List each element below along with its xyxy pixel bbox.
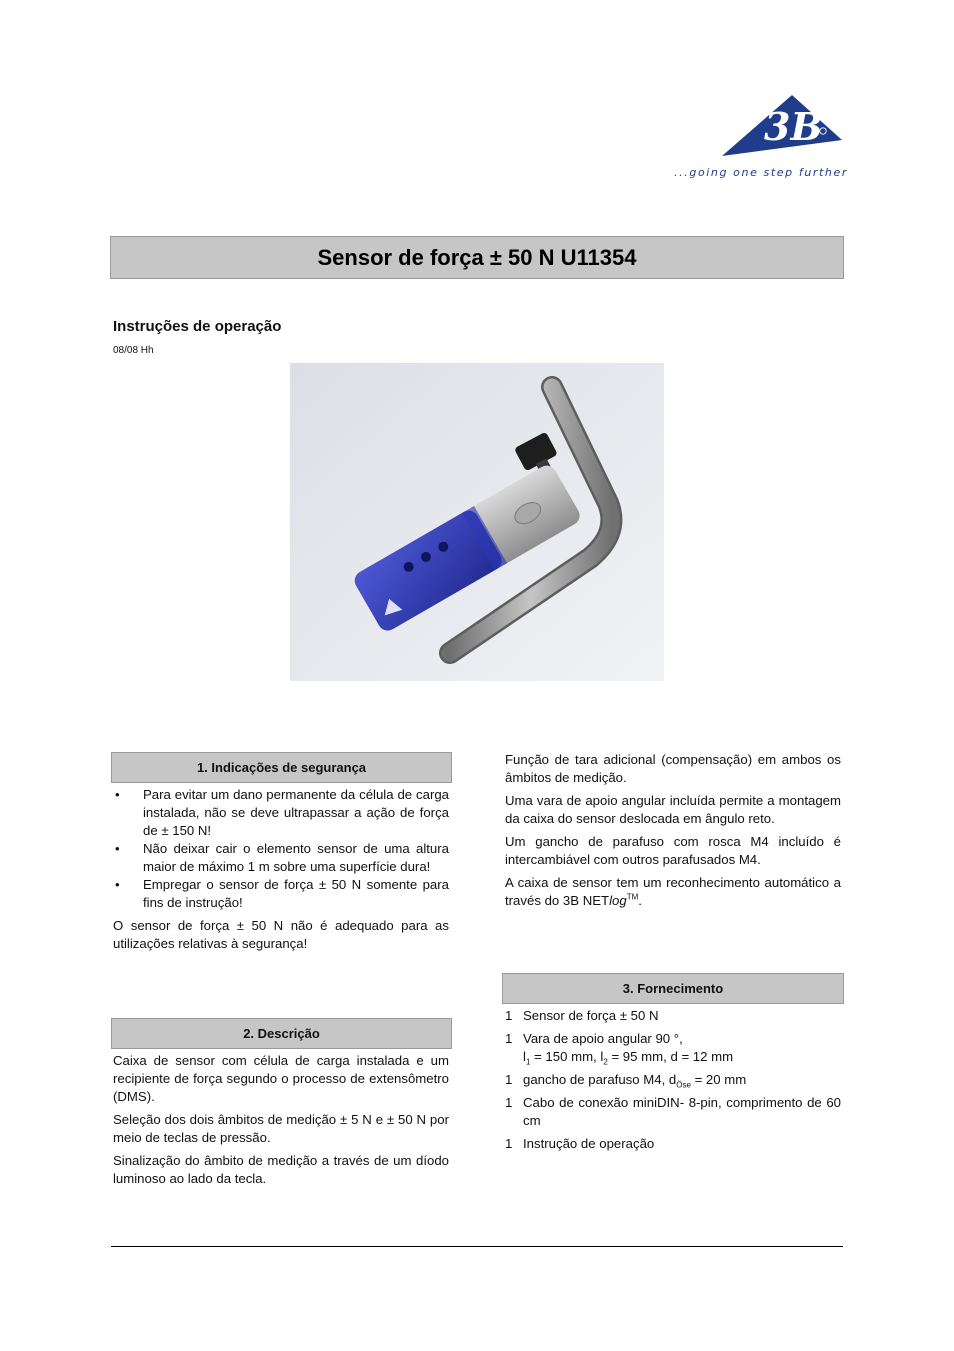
description-content xyxy=(113,1052,449,1193)
description-continued xyxy=(505,751,841,915)
list-item: • Empregar o sensor de força ± 50 N somente para fins de instrução! xyxy=(115,877,449,910)
bullet-icon: • xyxy=(115,877,120,892)
bullet-icon: • xyxy=(115,787,120,802)
section-heading-supply: 3. Fornecimento xyxy=(502,973,844,1004)
section-heading-description: 2. Descrição xyxy=(111,1018,452,1049)
subtitle: Instruções de operação xyxy=(113,318,282,335)
list-item: 1 Cabo de conexão miniDIN- 8-pin, comprimento de 60 cm xyxy=(505,1095,841,1128)
supply-list xyxy=(505,1007,841,1158)
description-paragraph: Caixa de sensor com célula de carga instalada e um recipiente de força segundo o processo de extensômetro (DMS). xyxy=(113,1053,449,1104)
list-item: 1 Sensor de força ± 50 N xyxy=(505,1008,659,1023)
title-bar xyxy=(110,236,844,279)
brand-tagline: ...going one step further xyxy=(674,166,848,179)
description-paragraph: Seleção dos dois âmbitos de medição ± 5 N e ± 50 N por meio de teclas de pressão. xyxy=(113,1112,449,1145)
logo-text: 3B xyxy=(764,104,823,149)
list-item: • Para evitar um dano permanente da célula de carga instalada, não se deve ultrapassar a ação de força de ± 150 N! xyxy=(115,787,449,838)
product-photo xyxy=(290,363,664,681)
description-paragraph: Função de tara adicional (compensação) em ambos os âmbitos de medição. xyxy=(505,752,841,785)
description-paragraph: Sinalização do âmbito de medição a través de um díodo luminoso ao lado da tecla. xyxy=(113,1153,449,1186)
date-code: 08/08 Hh xyxy=(113,345,154,356)
list-item: 1 Instrução de operação xyxy=(505,1136,655,1151)
footer-divider xyxy=(111,1246,843,1247)
description-paragraph: Um gancho de parafuso com rosca M4 incluído é intercambiável com outros parafusados M4. xyxy=(505,834,841,867)
safety-list xyxy=(113,786,449,912)
description-paragraph: Uma vara de apoio angular incluída permite a montagem da caixa do sensor deslocada em ângulo reto. xyxy=(505,793,841,826)
bullet-icon: • xyxy=(115,841,120,856)
safety-note: O sensor de força ± 50 N não é adequado para as utilizações relativas à segurança! xyxy=(113,918,449,951)
safety-content xyxy=(113,786,449,958)
list-item: • Não deixar cair o elemento sensor de uma altura maior de máximo 1 m sobre uma superfície dura! xyxy=(115,841,449,874)
section-heading-safety: 1. Indicações de segurança xyxy=(111,752,452,783)
list-item: 1 gancho de parafuso M4, $d_{Öse} = 20$ mm xyxy=(505,1072,747,1090)
description-paragraph: A caixa de sensor tem um reconhecimento automático a través do 3B NETlog™. xyxy=(505,875,841,908)
list-item: 1 Vara de apoio angular 90 °, $l_1 = 150$ mm, $l_2 = 95$ mm, d = 12 mm xyxy=(505,1031,734,1067)
page-title: Sensor de força ± 50 N U11354 xyxy=(317,244,637,270)
